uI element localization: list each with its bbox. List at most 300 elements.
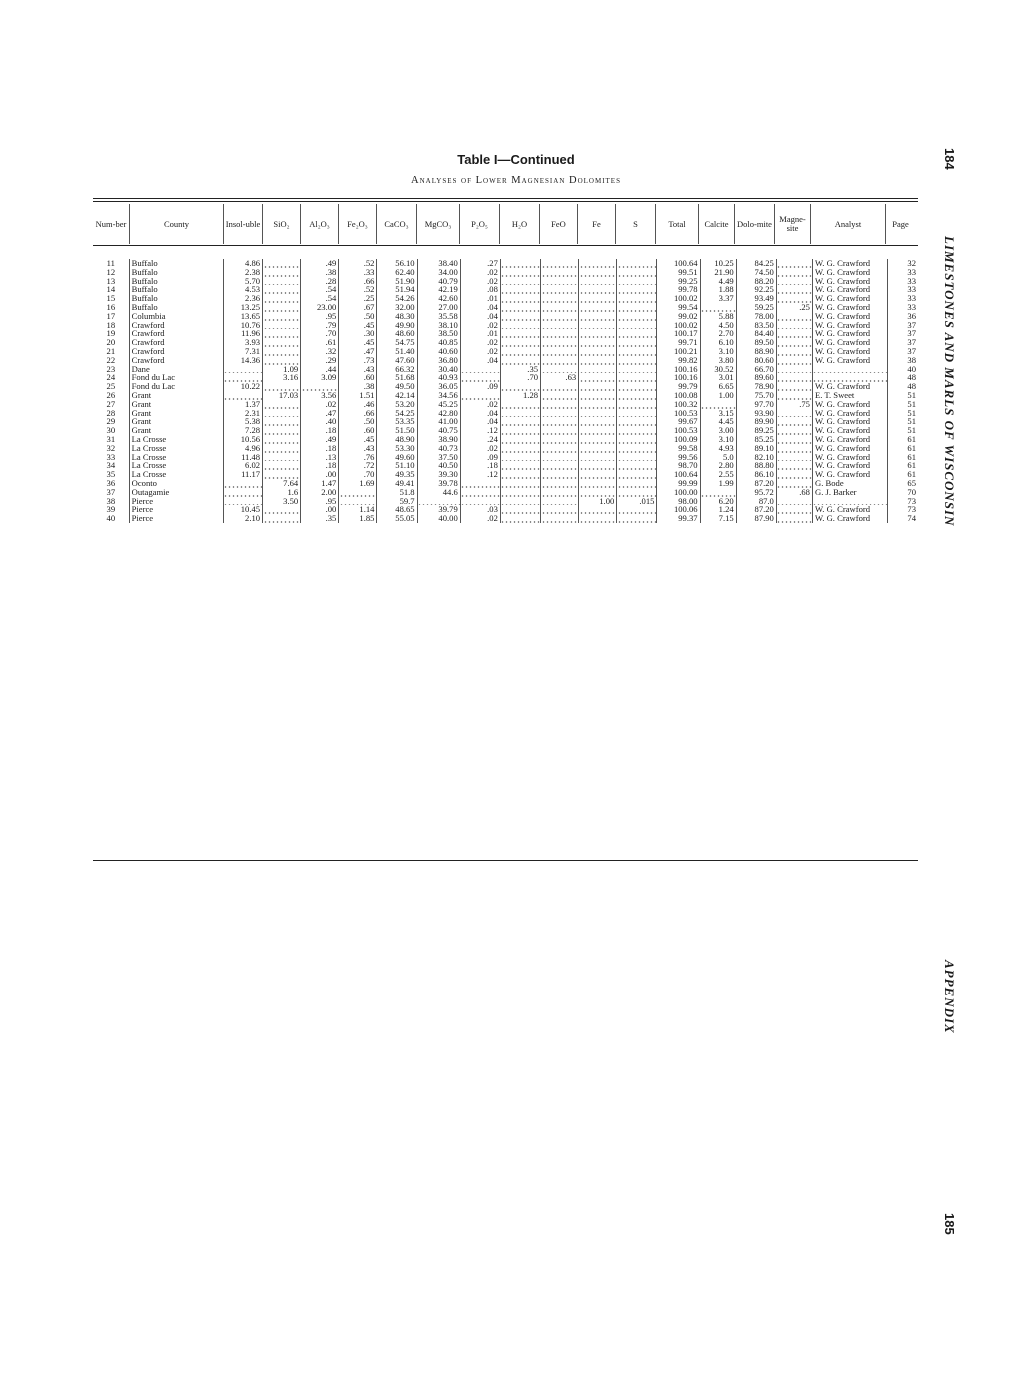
cell-page: 33 [888, 294, 918, 303]
cell-total: 100.16 [657, 373, 700, 382]
cell-magnesite [776, 321, 812, 330]
cell-page: 51 [888, 400, 918, 409]
cell-caco3: 53.30 [377, 444, 417, 453]
cell-feo [541, 409, 579, 418]
cell-feo [541, 312, 579, 321]
cell-feo [541, 400, 579, 409]
cell-p2o5: .02 [460, 444, 500, 453]
cell-number: 12 [106, 267, 116, 277]
table-row [93, 453, 918, 462]
cell-number: 15 [106, 294, 116, 303]
cell-dolomite: 83.50 [736, 321, 776, 330]
cell-magnesite [776, 356, 812, 365]
cell-dolomite: 74.50 [736, 268, 776, 277]
cell-mgco3: 39.79 [417, 505, 460, 514]
cell-mgco3: 38.10 [417, 321, 460, 330]
cell-magnesite [776, 417, 812, 426]
cell-fe [579, 505, 617, 514]
cell-calcite: 5.88 [700, 312, 736, 321]
cell-dolomite: 93.49 [736, 294, 776, 303]
cell-total: 100.17 [657, 329, 700, 338]
cell-dolomite: 87.20 [736, 505, 776, 514]
table-row [93, 347, 918, 356]
cell-magnesite [776, 347, 812, 356]
cell-county: Oconto [129, 479, 223, 488]
cell-al2o3: 3.09 [301, 373, 339, 382]
cell-mgco3: 34.56 [417, 391, 460, 400]
cell-page: 37 [888, 338, 918, 347]
cell-insoluble: 4.96 [223, 444, 262, 453]
cell-calcite: 1.24 [700, 505, 736, 514]
cell-magnesite [776, 409, 812, 418]
cell-fe [579, 356, 617, 365]
cell-county: Grant [129, 417, 223, 426]
cell-h2o [500, 417, 540, 426]
cell-sio2 [263, 426, 301, 435]
cell-feo [541, 356, 579, 365]
cell-county: Buffalo [129, 303, 223, 312]
cell-sio2 [263, 417, 301, 426]
cell-mgco3: 40.50 [417, 461, 460, 470]
cell-insoluble: 5.70 [223, 277, 262, 286]
cell-s [617, 285, 657, 294]
cell-fe [579, 453, 617, 462]
cell-s [617, 444, 657, 453]
cell-fe: 1.00 [579, 497, 617, 506]
cell-total: 99.37 [657, 514, 700, 523]
cell-page: 33 [888, 268, 918, 277]
cell-mgco3: 42.60 [417, 294, 460, 303]
cell-calcite: 4.93 [700, 444, 736, 453]
cell-p2o5: .12 [460, 470, 500, 479]
cell-p2o5: .04 [460, 303, 500, 312]
cell-feo [541, 347, 579, 356]
cell-s [617, 461, 657, 470]
cell-analyst: W. G. Crawford [812, 268, 887, 277]
cell-fe [579, 303, 617, 312]
cell-p2o5: .02 [460, 347, 500, 356]
cell-magnesite [776, 497, 812, 506]
cell-al2o3: 2.00 [301, 488, 339, 497]
cell-p2o5: .24 [460, 435, 500, 444]
cell-dolomite: 89.90 [736, 417, 776, 426]
cell-sio2 [263, 268, 301, 277]
cell-s [617, 426, 657, 435]
cell-magnesite [776, 365, 812, 374]
cell-h2o [500, 303, 540, 312]
cell-fe [579, 312, 617, 321]
cell-caco3: 51.90 [377, 277, 417, 286]
cell-s [617, 356, 657, 365]
cell-county: Buffalo [129, 285, 223, 294]
cell-insoluble: 5.38 [223, 417, 262, 426]
column-header-p2o5: P₂O₅ [459, 204, 499, 244]
cell-county: Fond du Lac [129, 382, 223, 391]
cell-analyst: W. G. Crawford [812, 285, 887, 294]
cell-dolomite: 80.60 [736, 356, 776, 365]
cell-h2o [500, 479, 540, 488]
cell-calcite: 10.25 [700, 259, 736, 268]
cell-s [617, 321, 657, 330]
cell-fe2o3: .72 [339, 461, 377, 470]
cell-s [617, 391, 657, 400]
cell-number: 33 [106, 452, 116, 462]
column-header-al2o3: Al₂O₃ [300, 204, 338, 244]
cell-dolomite: 75.70 [736, 391, 776, 400]
cell-mgco3: 40.79 [417, 277, 460, 286]
cell-calcite: 2.70 [700, 329, 736, 338]
cell-mgco3: 40.73 [417, 444, 460, 453]
cell-fe2o3: .76 [339, 453, 377, 462]
cell-s: .015 [617, 497, 657, 506]
cell-s [617, 294, 657, 303]
column-header-h2o: H₂O [499, 204, 539, 244]
cell-s [617, 400, 657, 409]
column-header-dolomite: Dolo-mite [734, 204, 774, 244]
cell-al2o3 [301, 382, 339, 391]
cell-fe [579, 268, 617, 277]
page-number-185: 185 [942, 1213, 957, 1235]
table-row [93, 294, 918, 303]
cell-county: La Crosse [129, 444, 223, 453]
cell-p2o5: .12 [460, 426, 500, 435]
cell-sio2 [263, 382, 301, 391]
cell-county: La Crosse [129, 461, 223, 470]
column-header-calcite: Calcite [698, 204, 734, 244]
cell-insoluble: 6.02 [223, 461, 262, 470]
cell-magnesite [776, 277, 812, 286]
cell-fe [579, 347, 617, 356]
cell-p2o5 [460, 391, 500, 400]
cell-page: 51 [888, 391, 918, 400]
cell-h2o [500, 514, 540, 523]
cell-s [617, 365, 657, 374]
cell-analyst: G. J. Barker [812, 488, 887, 497]
cell-h2o [500, 453, 540, 462]
cell-analyst [812, 365, 887, 374]
cell-feo [541, 497, 579, 506]
cell-sio2 [263, 435, 301, 444]
cell-feo [541, 285, 579, 294]
cell-caco3: 49.41 [377, 479, 417, 488]
cell-caco3: 49.90 [377, 321, 417, 330]
cell-magnesite [776, 382, 812, 391]
cell-county: Buffalo [129, 294, 223, 303]
cell-dolomite: 87.20 [736, 479, 776, 488]
cell-calcite: 4.49 [700, 277, 736, 286]
cell-dolomite: 93.90 [736, 409, 776, 418]
cell-h2o [500, 382, 540, 391]
cell-total: 99.58 [657, 444, 700, 453]
column-header-caco3: CaCO₃ [376, 204, 416, 244]
running-title: LIMESTONES AND MARLS OF WISCONSIN [942, 236, 957, 527]
cell-page: 51 [888, 409, 918, 418]
cell-fe2o3: .73 [339, 356, 377, 365]
cell-page: 32 [888, 259, 918, 268]
cell-mgco3: 40.93 [417, 373, 460, 382]
cell-fe2o3: .30 [339, 329, 377, 338]
cell-insoluble [223, 497, 262, 506]
cell-mgco3: 40.60 [417, 347, 460, 356]
table-row [93, 329, 918, 338]
cell-analyst [812, 373, 887, 382]
table-top-rule [93, 198, 918, 199]
cell-al2o3: .70 [301, 329, 339, 338]
cell-al2o3: .28 [301, 277, 339, 286]
cell-caco3: 51.94 [377, 285, 417, 294]
cell-county: Crawford [129, 356, 223, 365]
cell-p2o5: .09 [460, 453, 500, 462]
cell-insoluble: 11.17 [223, 470, 262, 479]
cell-county: Fond du Lac [129, 373, 223, 382]
cell-page: 48 [888, 373, 918, 382]
cell-insoluble: 10.76 [223, 321, 262, 330]
cell-magnesite [776, 391, 812, 400]
cell-fe [579, 488, 617, 497]
cell-s [617, 382, 657, 391]
cell-magnesite: .25 [776, 303, 812, 312]
cell-page: 70 [888, 488, 918, 497]
cell-fe2o3: .33 [339, 268, 377, 277]
cell-fe [579, 259, 617, 268]
cell-dolomite: 86.10 [736, 470, 776, 479]
cell-al2o3: 3.56 [301, 391, 339, 400]
table-row [93, 268, 918, 277]
cell-analyst: G. Bode [812, 479, 887, 488]
cell-feo [541, 321, 579, 330]
cell-caco3: 48.30 [377, 312, 417, 321]
column-header-fe: Fe [577, 204, 615, 244]
cell-s [617, 259, 657, 268]
cell-p2o5: .02 [460, 400, 500, 409]
cell-p2o5: .02 [460, 268, 500, 277]
cell-page: 36 [888, 312, 918, 321]
cell-dolomite: 84.25 [736, 259, 776, 268]
cell-analyst: W. G. Crawford [812, 329, 887, 338]
cell-al2o3: .00 [301, 470, 339, 479]
cell-caco3: 51.10 [377, 461, 417, 470]
cell-number: 32 [106, 443, 116, 453]
cell-page: 48 [888, 382, 918, 391]
cell-calcite: 6.65 [700, 382, 736, 391]
cell-h2o [500, 409, 540, 418]
cell-p2o5: .03 [460, 505, 500, 514]
cell-county: La Crosse [129, 453, 223, 462]
cell-insoluble: 3.93 [223, 338, 262, 347]
cell-calcite: 21.90 [700, 268, 736, 277]
cell-h2o [500, 497, 540, 506]
cell-al2o3: .47 [301, 409, 339, 418]
cell-page: 37 [888, 347, 918, 356]
cell-fe2o3: .66 [339, 277, 377, 286]
cell-page: 73 [888, 505, 918, 514]
cell-feo [541, 435, 579, 444]
cell-p2o5: .08 [460, 285, 500, 294]
cell-total: 99.56 [657, 453, 700, 462]
cell-insoluble: 11.48 [223, 453, 262, 462]
cell-fe [579, 321, 617, 330]
cell-fe2o3: .45 [339, 338, 377, 347]
cell-al2o3: .54 [301, 294, 339, 303]
cell-h2o [500, 444, 540, 453]
cell-al2o3: .40 [301, 417, 339, 426]
cell-number: 20 [106, 338, 116, 347]
cell-caco3: 49.50 [377, 382, 417, 391]
cell-caco3: 56.10 [377, 259, 417, 268]
cell-feo [541, 426, 579, 435]
cell-insoluble: 14.36 [223, 356, 262, 365]
cell-analyst: W. G. Crawford [812, 505, 887, 514]
cell-page: 40 [888, 365, 918, 374]
cell-fe [579, 479, 617, 488]
cell-analyst: W. G. Crawford [812, 444, 887, 453]
cell-p2o5: .27 [460, 259, 500, 268]
cell-h2o [500, 461, 540, 470]
cell-magnesite [776, 470, 812, 479]
cell-number: 21 [106, 346, 116, 356]
cell-sio2: 17.03 [263, 391, 301, 400]
cell-fe [579, 461, 617, 470]
cell-calcite: 4.50 [700, 321, 736, 330]
cell-analyst [812, 497, 887, 506]
cell-h2o [500, 347, 540, 356]
cell-calcite: 7.15 [700, 514, 736, 523]
cell-number: 25 [106, 382, 116, 391]
table-row [93, 285, 918, 294]
cell-dolomite: 87.90 [736, 514, 776, 523]
cell-analyst: W. G. Crawford [812, 435, 887, 444]
cell-insoluble: 4.53 [223, 285, 262, 294]
cell-county: Pierce [129, 505, 223, 514]
cell-calcite: 3.80 [700, 356, 736, 365]
cell-calcite: 2.55 [700, 470, 736, 479]
cell-fe2o3: 1.14 [339, 505, 377, 514]
cell-al2o3: .49 [301, 435, 339, 444]
cell-fe2o3: 1.51 [339, 391, 377, 400]
cell-number: 17 [106, 311, 116, 321]
cell-total: 99.82 [657, 356, 700, 365]
cell-caco3: 49.35 [377, 470, 417, 479]
cell-page: 74 [888, 514, 918, 523]
cell-calcite: 1.88 [700, 285, 736, 294]
cell-total: 100.21 [657, 347, 700, 356]
cell-sio2 [263, 303, 301, 312]
cell-number: 38 [106, 496, 116, 506]
table-row [93, 514, 918, 523]
cell-analyst: W. G. Crawford [812, 470, 887, 479]
cell-h2o [500, 268, 540, 277]
cell-caco3: 54.25 [377, 409, 417, 418]
cell-calcite: 6.10 [700, 338, 736, 347]
cell-magnesite [776, 514, 812, 523]
cell-mgco3: 27.00 [417, 303, 460, 312]
cell-s [617, 505, 657, 514]
cell-fe2o3: .45 [339, 435, 377, 444]
cell-feo [541, 329, 579, 338]
cell-fe [579, 294, 617, 303]
cell-sio2 [263, 356, 301, 365]
cell-page: 38 [888, 356, 918, 365]
cell-total: 99.02 [657, 312, 700, 321]
cell-caco3: 54.75 [377, 338, 417, 347]
cell-h2o [500, 329, 540, 338]
cell-p2o5: .02 [460, 514, 500, 523]
cell-magnesite [776, 479, 812, 488]
cell-total: 99.25 [657, 277, 700, 286]
cell-fe2o3: .50 [339, 312, 377, 321]
cell-caco3: 53.20 [377, 400, 417, 409]
cell-analyst: W. G. Crawford [812, 382, 887, 391]
cell-al2o3: .32 [301, 347, 339, 356]
cell-calcite [700, 400, 736, 409]
cell-s [617, 514, 657, 523]
cell-number: 14 [106, 285, 116, 295]
cell-fe [579, 417, 617, 426]
cell-feo [541, 259, 579, 268]
cell-h2o [500, 470, 540, 479]
cell-insoluble: 2.10 [223, 514, 262, 523]
cell-total: 100.53 [657, 426, 700, 435]
cell-dolomite: 85.25 [736, 435, 776, 444]
cell-h2o [500, 488, 540, 497]
cell-al2o3: .18 [301, 426, 339, 435]
cell-al2o3: .18 [301, 444, 339, 453]
cell-fe [579, 426, 617, 435]
table-title: Table I—Continued [457, 152, 575, 167]
cell-al2o3: 1.47 [301, 479, 339, 488]
cell-fe2o3: .52 [339, 259, 377, 268]
cell-number: 35 [106, 470, 116, 479]
cell-al2o3: .79 [301, 321, 339, 330]
cell-dolomite: 78.00 [736, 312, 776, 321]
cell-h2o [500, 435, 540, 444]
cell-fe2o3: .43 [339, 365, 377, 374]
cell-al2o3: .44 [301, 365, 339, 374]
cell-mgco3: 38.40 [417, 259, 460, 268]
cell-analyst: W. G. Crawford [812, 321, 887, 330]
cell-insoluble: 10.56 [223, 435, 262, 444]
cell-total: 99.79 [657, 382, 700, 391]
cell-sio2 [263, 285, 301, 294]
cell-magnesite [776, 285, 812, 294]
cell-county: Crawford [129, 347, 223, 356]
cell-caco3: 48.60 [377, 329, 417, 338]
cell-calcite: 1.99 [700, 479, 736, 488]
table-row [93, 470, 918, 479]
cell-calcite: 3.00 [700, 426, 736, 435]
cell-insoluble: 13.25 [223, 303, 262, 312]
table-subtitle: Analyses of Lower Magnesian Dolomites [411, 175, 621, 186]
cell-sio2 [263, 453, 301, 462]
cell-dolomite: 66.70 [736, 365, 776, 374]
cell-total: 100.09 [657, 435, 700, 444]
table-row [93, 409, 918, 418]
cell-h2o: .70 [500, 373, 540, 382]
cell-number: 34 [106, 461, 116, 471]
cell-fe2o3: .52 [339, 285, 377, 294]
cell-s [617, 373, 657, 382]
cell-page: 37 [888, 321, 918, 330]
cell-calcite: 5.0 [700, 453, 736, 462]
cell-al2o3: .61 [301, 338, 339, 347]
table-row [93, 461, 918, 470]
cell-page: 33 [888, 277, 918, 286]
cell-caco3: 54.26 [377, 294, 417, 303]
cell-h2o [500, 400, 540, 409]
cell-magnesite [776, 505, 812, 514]
cell-mgco3: 39.78 [417, 479, 460, 488]
cell-total: 100.02 [657, 294, 700, 303]
